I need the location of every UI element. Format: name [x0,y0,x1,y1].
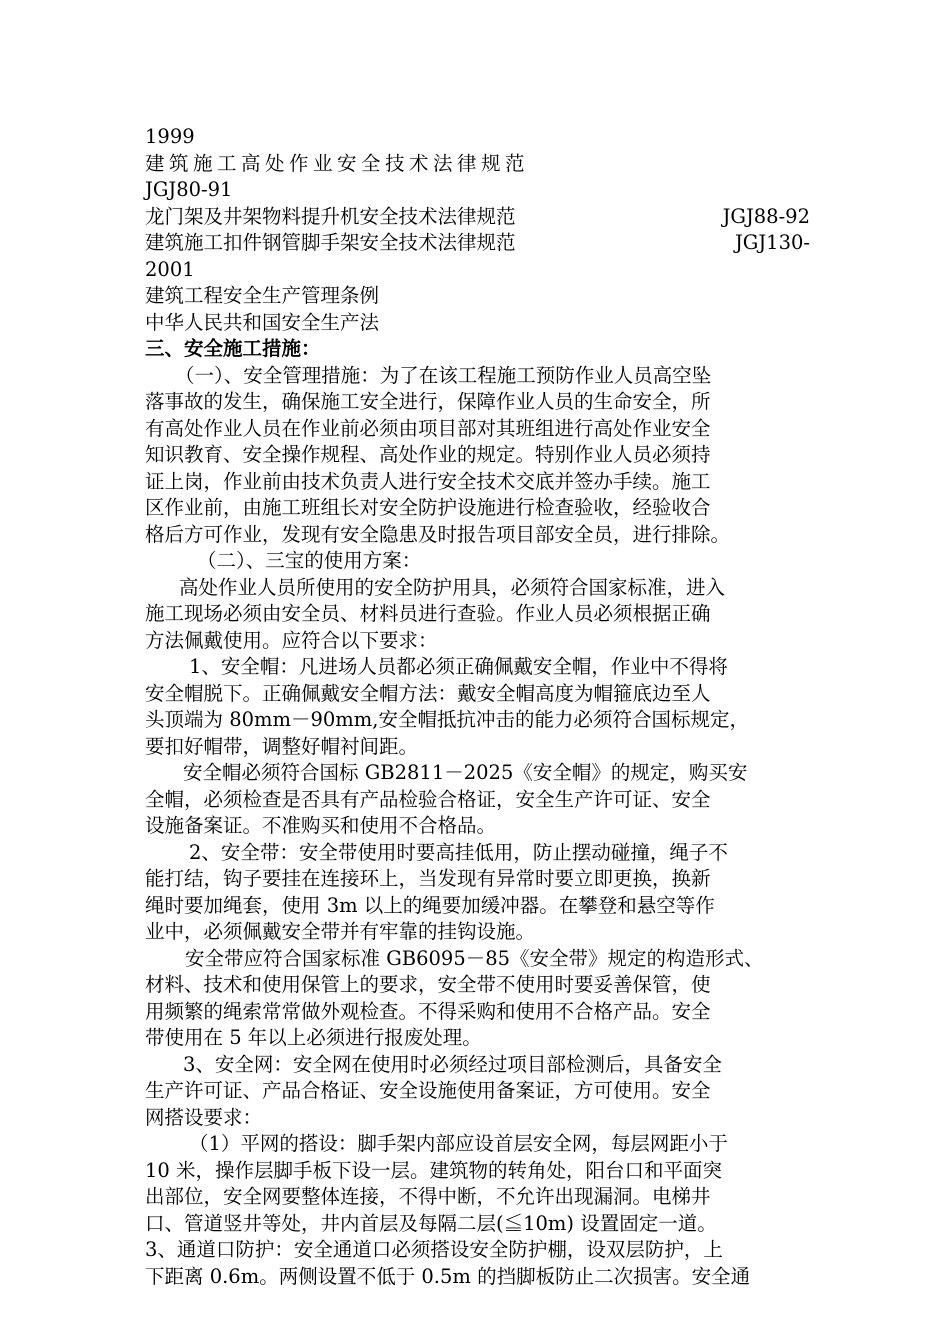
paragraph-line: 高处作业人员所使用的安全防护用具，必须符合国家标准，进入 [179,575,726,599]
paragraph-line: 出部位，安全网要整体连接，不得中断，不允许出现漏洞。电梯井 [145,1185,711,1208]
paragraph-line: 材料、技术和使用保管上的要求，安全带不使用时要妥善保管，使 [145,973,711,996]
paragraph-line: 口、管道竖井等处，井内首层及每隔二层(≦10m) 设置固定一道。 [145,1211,717,1235]
paragraph-line: 3、安全网：安全网在使用时必须经过项目部检测后，具备安全 [183,1052,722,1076]
paragraph-line: 带使用在 5 年以上必须进行报废处理。 [145,1026,482,1049]
paragraph-line: 生产许可证、产品合格证、安全设施使用备案证，方可使用。安全 [145,1079,711,1102]
paragraph-line: 用频繁的绳索常常做外观检查。不得采购和使用不合格产品。安全 [145,999,711,1023]
paragraph-line: 格后方可作业，发现有安全隐患及时报告项目部安全员，进行排除。 [145,522,731,546]
paragraph-line: 安全帽必须符合国标 GB2811－2025《安全帽》的规定，购买安 [183,761,748,784]
document-page [145,124,810,1290]
paragraph-line: 下距离 0.6m。两侧设置不低于 0.5m 的挡脚板防止二次损害。安全通 [145,1264,751,1288]
subsection-heading-sanbao: （二）、三宝的使用方案： [197,549,422,572]
paragraph-line: 证上岗，作业前由技术负责人进行安全技术交底并签办手续。施工 [145,469,711,493]
ref-koujian-title: 建筑施工扣件钢管脚手架安全技术法律规范 [145,231,516,254]
ref-tiaoli: 建筑工程安全生产管理条例 [145,284,380,307]
paragraph-line: 能打结，钩子要挂在连接环上，当发现有异常时要立即更换，换新 [145,867,711,890]
paragraph-line: 全帽，必须检查是否具有产品检验合格证，安全生产许可证、安全 [145,787,711,811]
paragraph-belt-standard [145,946,810,1052]
paragraph-line: 绳时要加绳套，使用 3m 以上的绳要加缓冲器。在攀登和悬空等作 [145,893,715,917]
ref-koujian-code: JGJ130- [734,231,810,254]
ref-year-1999: 1999 [145,125,195,148]
paragraph-line: 10 米，操作层脚手板下设一层。建筑物的转角处，阳台口和平面突 [145,1158,723,1182]
paragraph-helmet [145,654,810,760]
ref-gui-fan-title: 建筑施工高处作业安全技术法律规范 [145,151,530,175]
ref-longmen-title: 龙门架及井架物料提升机安全技术法律规范 [145,204,516,228]
paragraph-line: 安全带应符合国家标准 GB6095－85《安全带》规定的构造形式、 [185,946,764,970]
paragraph-line: 知识教育、安全操作规程、高处作业的规定。特别作业人员必须持 [145,443,711,466]
paragraph-line: 2、安全带：安全带使用时要高挂低用，防止摆动碰撞，绳子不 [189,840,728,864]
section-heading: 三、安全施工措施： [145,337,321,360]
paragraph-line: 落事故的发生，确保施工安全进行，保障作业人员的生命安全，所 [145,390,711,413]
paragraph-line: 头顶端为 80mm－90mm,安全帽抵抗冲击的能力必须符合国标规定， [145,708,749,731]
paragraph-flat-net [145,1131,810,1237]
paragraph-safety-management [145,363,810,549]
paragraph-line: 设施备案证。不准购买和使用不合格品。 [145,814,497,837]
ref-koujian [145,230,810,257]
paragraph-passage-protection [145,1237,810,1290]
ref-longmen-code: JGJ88-92 [722,204,810,228]
ref-anquanfa: 中华人民共和国安全生产法 [145,310,380,334]
paragraph-line: 业中，必须佩戴安全带并有牢靠的挂钩设施。 [145,920,536,943]
paragraph-safety-net [145,1052,810,1132]
paragraph-line: 1、安全帽：凡进场人员都必须正确佩戴安全帽，作业中不得将 [189,655,728,678]
paragraph-line: 施工现场必须由安全员、材料员进行查验。作业人员必须根据正确 [145,602,711,625]
ref-gui-fan-code: JGJ80-91 [145,178,233,201]
ref-koujian-year: 2001 [145,257,195,281]
paragraph-line: （一）、安全管理措施：为了在该工程施工预防作业人员高空坠 [175,363,712,387]
paragraph-helmet-standard [145,760,810,840]
paragraph-protective-gear [145,575,810,655]
paragraph-line: （1）平网的搭设：脚手架内部应设首层安全网，每层网距小于 [189,1132,728,1155]
paragraph-line: 要扣好帽带，调整好帽衬间距。 [145,734,419,758]
paragraph-line: 区作业前，由施工班组长对安全防护设施进行检查验收，经验收合 [145,496,711,519]
paragraph-line: 3、通道口防护：安全通道口必须搭设安全防护棚，设双层防护，上 [145,1238,723,1261]
paragraph-line: 安全帽脱下。正确佩戴安全帽方法：戴安全帽高度为帽箍底边至人 [145,681,711,705]
paragraph-line: 有高处作业人员在作业前必须由项目部对其班组进行高处作业安全 [145,416,711,440]
ref-longmen [145,204,810,231]
paragraph-line: 网搭设要求： [145,1105,263,1129]
paragraph-line: 方法佩戴使用。应符合以下要求： [145,628,438,652]
paragraph-safety-belt [145,840,810,946]
